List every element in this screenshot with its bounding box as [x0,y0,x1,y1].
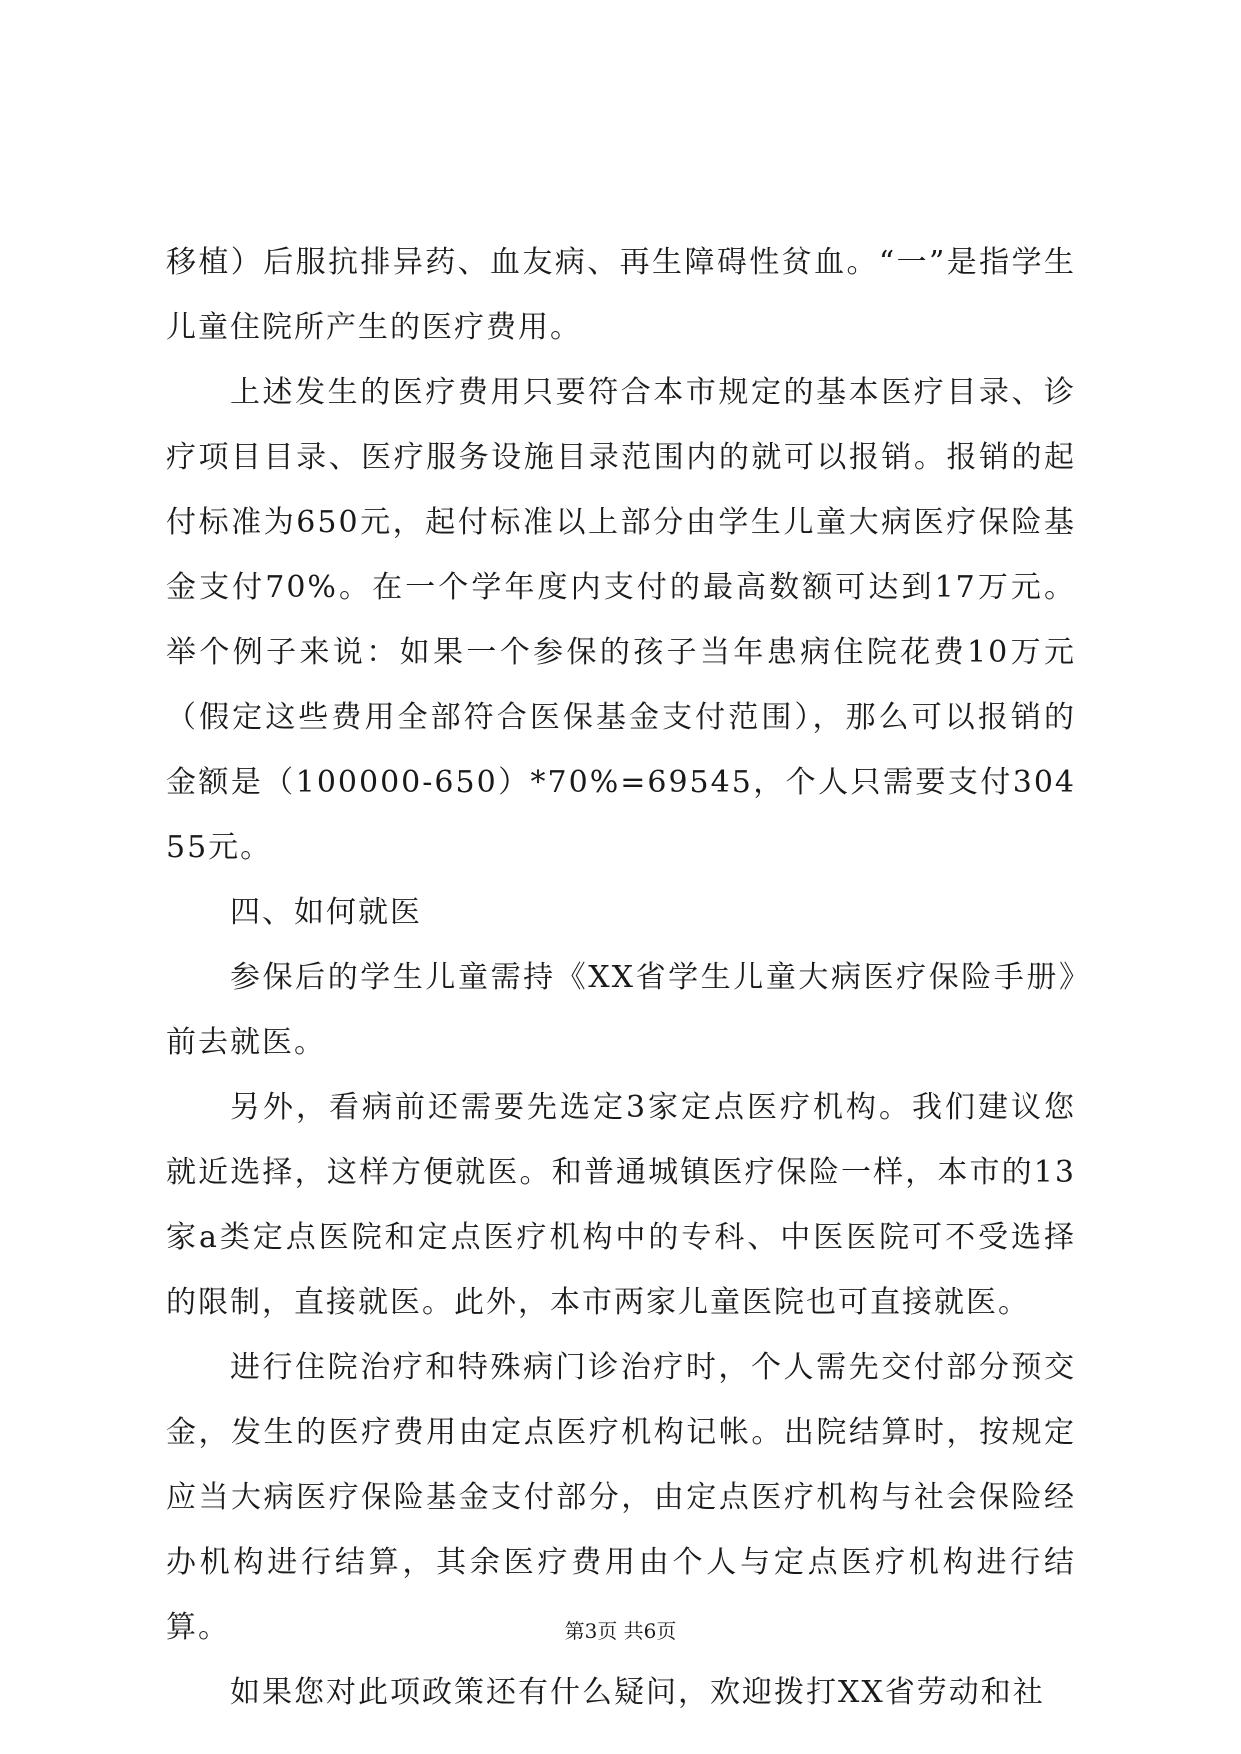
paragraph-3: 参保后的学生儿童需持《XX省学生儿童大病医疗保险手册》前去就医。 [166,960,1076,1060]
paragraph-6: 如果您对此项政策还有什么疑问，欢迎拨打XX省劳动和社 [230,1675,1045,1710]
page-footer: 第3页 共6页 [564,1619,677,1643]
section-heading: 四、如何就医 [230,895,422,930]
paragraph-2: 上述发生的医疗费用只要符合本市规定的基本医疗目录、诊疗项目目录、医疗服务设施目录范围内的就可以报销。报销的起付标准为650元，起付标准以上部分由学生儿童大病医疗保险基金支付70%。在一个学年度内支付的最高数额可达到17万元。举个例子来说：如果一个参保的孩子当年患病住院花费10万元（假定这些费用全部符合医保基金支付范围），那么可以报销的金额是（100000-650）*70%=69545，个人只需要支付30455元。 [166,375,1076,865]
paragraph-1: 移植）后服抗排异药、血友病、再生障碍性贫血。“一”是指学生儿童住院所产生的医疗费用。 [166,245,1076,345]
document-body [166,230,1076,1725]
paragraph-4: 另外，看病前还需要先选定3家定点医疗机构。我们建议您就近选择，这样方便就医。和普通城镇医疗保险一样，本市的13家a类定点医院和定点医疗机构中的专科、中医医院可不受选择的限制，直接就医。此外，本市两家儿童医院也可直接就医。 [166,1090,1076,1320]
paragraph-5: 进行住院治疗和特殊病门诊治疗时，个人需先交付部分预交金，发生的医疗费用由定点医疗机构记帐。出院结算时，按规定应当大病医疗保险基金支付部分，由定点医疗机构与社会保险经办机构进行结算，其余医疗费用由个人与定点医疗机构进行结算。 [166,1350,1076,1645]
